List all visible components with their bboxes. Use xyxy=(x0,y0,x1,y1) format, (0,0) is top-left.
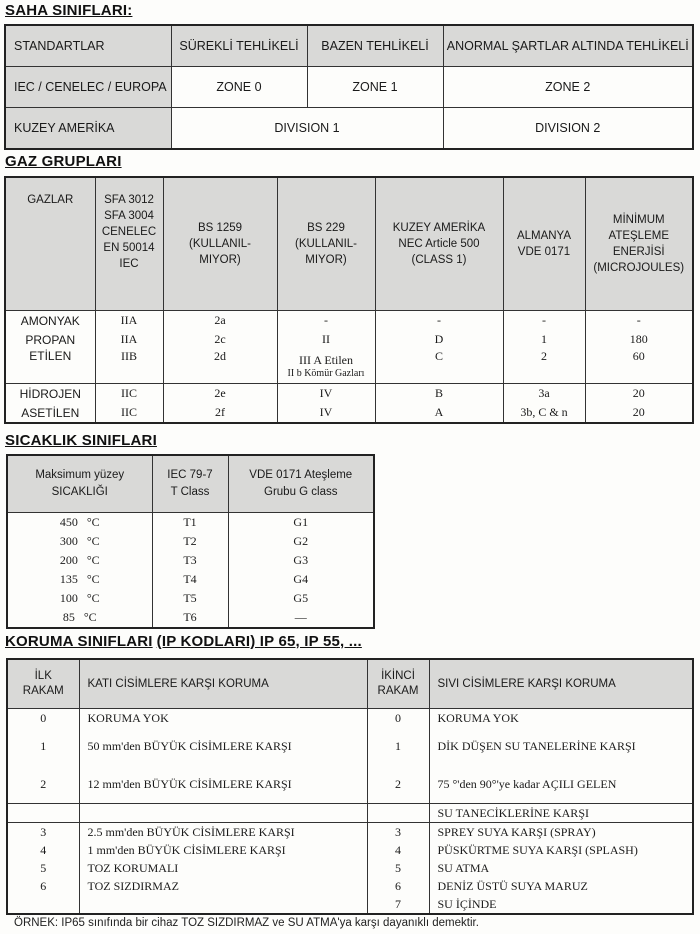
sicaklik-header-line: SICAKLIĞI xyxy=(51,486,108,498)
gaz-header-vde xyxy=(503,177,585,311)
sicaklik-row xyxy=(7,513,374,533)
sicaklik-row xyxy=(7,570,374,589)
koruma-solid-cell xyxy=(79,804,367,823)
saha-standard-cell: KUZEY AMERİKA xyxy=(5,108,171,150)
gaz-cell: - xyxy=(585,311,693,331)
sicaklik-temp-cell xyxy=(7,513,152,533)
saha-cell: DIVISION 2 xyxy=(443,108,693,150)
sicaklik-header-temp xyxy=(7,455,152,513)
koruma-liquid-cell: DENİZ ÜSTÜ SUYA MARUZ xyxy=(429,877,693,895)
gaz-cell: 2e xyxy=(163,384,277,404)
saha-standard-cell: IEC / CENELEC / EUROPA xyxy=(5,67,171,108)
koruma-digit-cell xyxy=(7,895,79,914)
temp-unit: °C xyxy=(86,553,100,567)
sicaklik-temp-cell xyxy=(7,608,152,628)
gaz-cell: 2 xyxy=(503,349,585,384)
sicaklik-title: SICAKLIK SINIFLARI xyxy=(5,432,157,449)
gaz-header-energy xyxy=(585,177,693,311)
koruma-digit-cell xyxy=(367,804,429,823)
gaz-cell: - xyxy=(277,311,375,331)
koruma-table xyxy=(6,658,694,915)
koruma-liquid-cell: SU ATMA xyxy=(429,859,693,877)
koruma-header-first-digit xyxy=(7,659,79,709)
koruma-digit-cell: 5 xyxy=(7,859,79,877)
koruma-digit-cell: 7 xyxy=(367,895,429,914)
koruma-title-main: KORUMA SINIFLARI xyxy=(5,633,153,650)
saha-header-cell: ANORMAL ŞARTLAR ALTINDA TEHLİKELİ xyxy=(443,25,693,67)
gaz-cell: C xyxy=(375,349,503,384)
koruma-liquid-cell: DİK DÜŞEN SU TANELERİNE KARŞI xyxy=(429,727,693,765)
gaz-cell xyxy=(277,349,375,384)
gaz-header-nec xyxy=(375,177,503,311)
gaz-cell: IIA xyxy=(95,311,163,331)
gaz-header-line: BS 1259 xyxy=(197,222,243,234)
saha-cell: DIVISION 1 xyxy=(171,108,443,150)
temp-value: 200 xyxy=(59,553,78,567)
gaz-header-line: BS 229 xyxy=(307,222,345,234)
gaz-header-line: (CLASS 1) xyxy=(411,254,467,266)
koruma-solid-cell: 12 mm'den BÜYÜK CİSİMLERE KARŞI xyxy=(79,765,367,804)
gaz-header-bs229 xyxy=(277,177,375,311)
gaz-cell: 180 xyxy=(585,330,693,349)
temp-unit: °C xyxy=(86,591,100,605)
koruma-header-line: RAKAM xyxy=(22,685,64,697)
sicaklik-cell: G4 xyxy=(228,570,374,589)
koruma-digit-cell: 1 xyxy=(367,727,429,765)
saha-header-cell: SÜREKLİ TEHLİKELİ xyxy=(171,25,307,67)
gaz-cell: B xyxy=(375,384,503,404)
gaz-cell: IIA xyxy=(95,330,163,349)
sicaklik-cell: G5 xyxy=(228,589,374,608)
sicaklik-cell: T5 xyxy=(152,589,228,608)
gaz-cell: - xyxy=(503,311,585,331)
gaz-header-line: CENELEC xyxy=(101,226,157,238)
gaz-header-line: (MICROJOULES) xyxy=(593,262,685,274)
koruma-digit-cell: 3 xyxy=(7,823,79,842)
gaz-cell: 2d xyxy=(163,349,277,384)
gaz-cell: D xyxy=(375,330,503,349)
gaz-row xyxy=(5,330,693,349)
gaz-title: GAZ GRUPLARI xyxy=(5,153,122,170)
saha-cell: ZONE 2 xyxy=(443,67,693,108)
koruma-solid-cell: 1 mm'den BÜYÜK CİSİMLERE KARŞI xyxy=(79,841,367,859)
gaz-cell: 1 xyxy=(503,330,585,349)
koruma-liquid-cell: SU İÇİNDE xyxy=(429,895,693,914)
koruma-row xyxy=(7,823,693,842)
koruma-row xyxy=(7,877,693,895)
sicaklik-header-line: Grubu G class xyxy=(264,486,338,498)
sicaklik-temp-cell xyxy=(7,570,152,589)
gaz-header-bs1259 xyxy=(163,177,277,311)
gaz-cell-line: III A Etilen xyxy=(299,352,353,367)
koruma-solid-cell xyxy=(79,895,367,914)
gaz-header-line: (KULLANIL- xyxy=(295,238,357,250)
gaz-row xyxy=(5,403,693,423)
sicaklik-cell: G3 xyxy=(228,551,374,570)
gaz-header-row xyxy=(5,177,693,311)
gaz-header-line: MİNİMUM xyxy=(612,214,665,226)
gaz-cell: IV xyxy=(277,384,375,404)
gaz-cell: 20 xyxy=(585,384,693,404)
koruma-digit-cell: 2 xyxy=(7,765,79,804)
gaz-cell: 60 xyxy=(585,349,693,384)
saha-header-cell: STANDARTLAR xyxy=(5,25,171,67)
temp-unit: °C xyxy=(83,610,97,624)
koruma-digit-cell: 2 xyxy=(367,765,429,804)
gaz-cell: 2f xyxy=(163,403,277,423)
sicaklik-header-line: Maksimum yüzey xyxy=(35,469,125,481)
koruma-digit-cell: 4 xyxy=(7,841,79,859)
gaz-name-cell: ASETİLEN xyxy=(5,403,95,423)
koruma-header-solid: KATI CİSİMLERE KARŞI KORUMA xyxy=(79,659,367,709)
gaz-cell: 20 xyxy=(585,403,693,423)
gaz-cell: IV xyxy=(277,403,375,423)
gaz-cell: IIB xyxy=(95,349,163,384)
gaz-header-sfa xyxy=(95,177,163,311)
temp-unit: °C xyxy=(86,534,100,548)
sicaklik-header-line: T Class xyxy=(170,486,210,498)
sicaklik-cell: — xyxy=(228,608,374,628)
example-note: ÖRNEK: IP65 sınıfında bir cihaz TOZ SIZDIRMAZ ve SU ATMA'ya karşı dayanıklı demektir. xyxy=(14,917,479,929)
gaz-cell-line: II b Kömür Gazları xyxy=(287,367,365,379)
koruma-digit-cell: 0 xyxy=(7,709,79,728)
koruma-digit-cell: 6 xyxy=(367,877,429,895)
gaz-header-line: ATEŞLEME xyxy=(608,230,669,242)
gaz-cell: IIC xyxy=(95,403,163,423)
sicaklik-cell: G1 xyxy=(228,513,374,533)
koruma-row xyxy=(7,709,693,728)
gaz-header-line: MIYOR) xyxy=(199,254,241,266)
gaz-name-cell: PROPAN xyxy=(5,330,95,349)
sicaklik-cell: T1 xyxy=(152,513,228,533)
sicaklik-cell: T6 xyxy=(152,608,228,628)
koruma-solid-cell: 50 mm'den BÜYÜK CİSİMLERE KARŞI xyxy=(79,727,367,765)
gaz-cell: 3a xyxy=(503,384,585,404)
sicaklik-row xyxy=(7,589,374,608)
koruma-header-line: İLK xyxy=(34,670,52,682)
koruma-digit-cell: 6 xyxy=(7,877,79,895)
koruma-solid-cell: KORUMA YOK xyxy=(79,709,367,728)
koruma-digit-cell: 3 xyxy=(367,823,429,842)
gaz-header-line: EN 50014 xyxy=(103,242,155,254)
koruma-row xyxy=(7,765,693,804)
saha-header-row xyxy=(5,25,693,67)
gaz-cell: 3b, C & n xyxy=(503,403,585,423)
gaz-cell: - xyxy=(375,311,503,331)
sicaklik-cell: T4 xyxy=(152,570,228,589)
koruma-header-line: RAKAM xyxy=(377,685,419,697)
koruma-row xyxy=(7,841,693,859)
saha-header-cell: BAZEN TEHLİKELİ xyxy=(307,25,443,67)
gaz-header-line: VDE 0171 xyxy=(517,246,571,258)
saha-cell: ZONE 1 xyxy=(307,67,443,108)
saha-row xyxy=(5,108,693,150)
temp-unit: °C xyxy=(86,515,100,529)
sicaklik-cell: G2 xyxy=(228,532,374,551)
temp-unit: °C xyxy=(86,572,100,586)
gaz-header-line: (KULLANIL- xyxy=(189,238,251,250)
koruma-row xyxy=(7,895,693,914)
sicaklik-header-line: VDE 0171 Ateşleme xyxy=(249,469,353,481)
temp-value: 135 xyxy=(59,572,78,586)
sicaklik-header-row xyxy=(7,455,374,513)
koruma-liquid-cell: KORUMA YOK xyxy=(429,709,693,728)
saha-table xyxy=(4,24,694,150)
sicaklik-temp-cell xyxy=(7,551,152,570)
sicaklik-row xyxy=(7,551,374,570)
koruma-header-line: İKİNCİ xyxy=(381,670,415,682)
koruma-solid-cell: TOZ KORUMALI xyxy=(79,859,367,877)
temp-value: 85 xyxy=(62,610,75,624)
gaz-header-line: NEC Article 500 xyxy=(398,238,480,250)
gaz-header-line: SFA 3012 xyxy=(104,194,154,206)
temp-value: 300 xyxy=(59,534,78,548)
koruma-row xyxy=(7,859,693,877)
saha-row xyxy=(5,67,693,108)
saha-title: SAHA SINIFLARI: xyxy=(5,2,133,19)
gaz-cell: IIC xyxy=(95,384,163,404)
koruma-digit-cell: 1 xyxy=(7,727,79,765)
temp-value: 450 xyxy=(59,515,78,529)
sicaklik-header-vde xyxy=(228,455,374,513)
sicaklik-temp-cell xyxy=(7,532,152,551)
temp-value: 100 xyxy=(59,591,78,605)
sicaklik-temp-cell xyxy=(7,589,152,608)
sicaklik-header-iec xyxy=(152,455,228,513)
koruma-digit-cell: 5 xyxy=(367,859,429,877)
gaz-cell: 2a xyxy=(163,311,277,331)
koruma-solid-cell: TOZ SIZDIRMAZ xyxy=(79,877,367,895)
sicaklik-row xyxy=(7,532,374,551)
gaz-header-line: SFA 3004 xyxy=(104,210,154,222)
sicaklik-table xyxy=(6,454,375,629)
koruma-liquid-cell: SU TANECİKLERİNE KARŞI xyxy=(429,804,693,823)
gaz-header-line: KUZEY AMERİKA xyxy=(392,222,486,234)
gaz-header-line: ALMANYA xyxy=(516,230,572,242)
koruma-title-suffix: (IP KODLARI) IP 65, IP 55, ... xyxy=(156,633,362,650)
gaz-header-line: ENERJİSİ xyxy=(612,246,665,258)
koruma-header-liquid: SIVI CİSİMLERE KARŞI KORUMA xyxy=(429,659,693,709)
koruma-row xyxy=(7,727,693,765)
saha-cell: ZONE 0 xyxy=(171,67,307,108)
sicaklik-cell: T3 xyxy=(152,551,228,570)
koruma-row xyxy=(7,804,693,823)
gaz-header-line: IEC xyxy=(119,258,139,270)
gaz-name-cell: HİDROJEN xyxy=(5,384,95,404)
gaz-header-line: MIYOR) xyxy=(305,254,347,266)
gaz-name-cell: ETİLEN xyxy=(5,349,95,384)
koruma-header-second-digit xyxy=(367,659,429,709)
gaz-table xyxy=(4,176,694,424)
koruma-liquid-cell: SPREY SUYA KARŞI (SPRAY) xyxy=(429,823,693,842)
gaz-header-gazlar: GAZLAR xyxy=(5,177,95,311)
koruma-title xyxy=(5,633,362,650)
gaz-row xyxy=(5,384,693,404)
koruma-liquid-cell: PÜSKÜRTME SUYA KARŞI (SPLASH) xyxy=(429,841,693,859)
koruma-liquid-cell: 75 °'den 90°'ye kadar AÇILI GELEN xyxy=(429,765,693,804)
koruma-digit-cell xyxy=(7,804,79,823)
sicaklik-row xyxy=(7,608,374,628)
gaz-cell: 2c xyxy=(163,330,277,349)
koruma-solid-cell: 2.5 mm'den BÜYÜK CİSİMLERE KARŞI xyxy=(79,823,367,842)
koruma-digit-cell: 4 xyxy=(367,841,429,859)
gaz-row xyxy=(5,349,693,384)
sicaklik-header-line: IEC 79-7 xyxy=(167,469,213,481)
gaz-cell: A xyxy=(375,403,503,423)
koruma-header-row xyxy=(7,659,693,709)
koruma-digit-cell: 0 xyxy=(367,709,429,728)
sicaklik-cell: T2 xyxy=(152,532,228,551)
gaz-row xyxy=(5,311,693,331)
gaz-name-cell: AMONYAK xyxy=(5,311,95,331)
gaz-cell: II xyxy=(277,330,375,349)
